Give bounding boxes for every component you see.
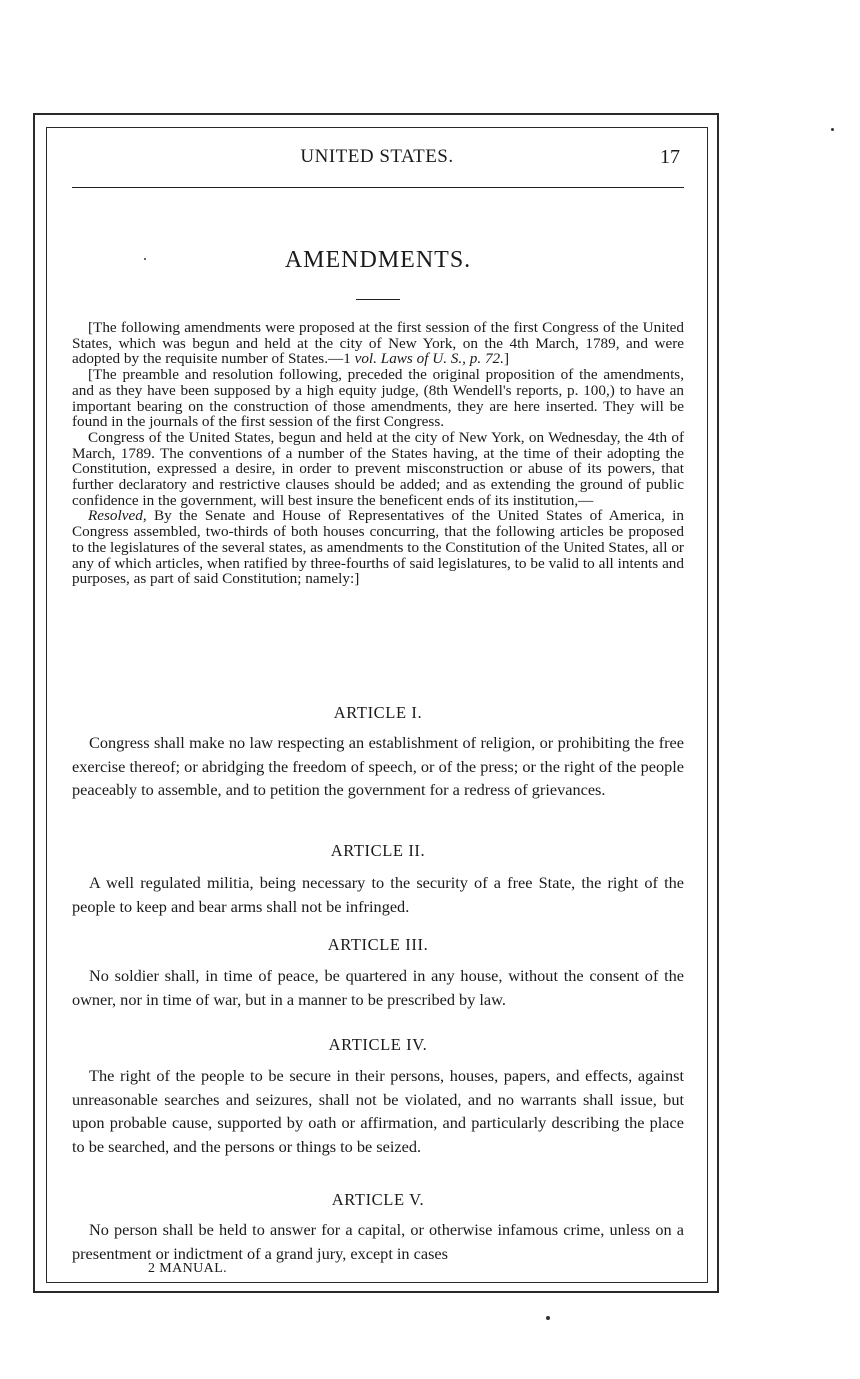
title-rule [356, 299, 400, 300]
printer-signature-mark: 2 MANUAL. [148, 1261, 228, 1276]
resolved-label: Resolved, [88, 507, 147, 525]
preamble-text-1: [The following amendments were proposed at the first session of the first Congress of the United States, which was begun and held at the city of New York, on the 4th March, 1789, and were adopted by the requisite number of States.—1 [72, 319, 684, 368]
article-5-text: No person shall be held to answer for a capital, or otherwise infamous crime, unless on a presentment or indictment of a grand jury, except in cases [72, 1220, 684, 1263]
preamble-paragraph-3: Congress of the United States, begun and held at the city of New York, on Wednesday, the 4th of March, 1789. The conventions of a number of the States having, at the time of their adopting the Constitution, expressed a desire, in order to prevent misconstruction or abuse of its powers, that further declaratory and restrictive clauses should be added; and as extending the ground of public confidence in the government, will best insure the beneficent ends of its institution,— [72, 428, 684, 509]
article-1-body [72, 731, 684, 802]
preamble-paragraph-2: [The preamble and resolution following, preceded the original proposition of the amendments, and as they have been supposed by a high equity judge, (8th Wendell's reports, p. 100,) to have an important bearing on the construction of those amendments, they are here inserted. They will be found in the journals of the first session of the first Congress. [72, 366, 684, 431]
article-3-heading: ARTICLE III. [327, 935, 429, 954]
article-4-heading: ARTICLE IV. [328, 1035, 428, 1054]
article-3-body [72, 964, 684, 1011]
article-5-heading: ARTICLE V. [331, 1190, 425, 1209]
ink-speck [546, 1316, 550, 1320]
article-4-body [72, 1064, 684, 1158]
ink-speck [144, 258, 146, 260]
article-4-text: The right of the people to be secure in their persons, houses, papers, and effects, against unreasonable searches and seizures, shall not be violated, and no warrants shall issue, but upon probable cause, supported by oath or affirmation, and particularly describing the place to be searched, and the persons or things to be seized. [72, 1066, 684, 1156]
header-rule [72, 187, 684, 188]
article-1-heading: ARTICLE I. [333, 703, 423, 722]
preamble [72, 320, 684, 587]
resolution-text: By the Senate and House of Representatives of the United States of America, in Congress assembled, two-thirds of both houses concurring, that the following articles be proposed to the legislatures of the several states, as amendments to the Constitution of the United States, all or any of which articles, when ratified by three-fourths of said legislatures, to be valid to all intents and purposes, as part of said Constitution; namely:] [72, 507, 684, 588]
page-title: AMENDMENTS. [284, 247, 472, 273]
preamble-paragraph-4 [72, 508, 684, 587]
preamble-paragraph-1 [72, 320, 684, 367]
article-2-body [72, 871, 684, 918]
article-1-text: Congress shall make no law respecting an establishment of religion, or prohibiting the free exercise thereof; or abridging the freedom of speech, or of the press; or the right of the people peaceably to assemble, and to petition the government for a redress of grievances. [72, 733, 684, 800]
bracket-close: ] [503, 350, 510, 368]
article-5-body [72, 1218, 684, 1265]
ink-speck [831, 128, 834, 131]
laws-citation: vol. Laws of U. S., p. 72. [354, 350, 504, 368]
article-3-text: No soldier shall, in time of peace, be quartered in any house, without the consent of the owner, nor in time of war, but in a manner to be prescribed by law. [72, 966, 684, 1009]
running-head [72, 146, 682, 176]
running-title: UNITED STATES. [300, 146, 454, 167]
page-number: 17 [660, 146, 680, 168]
article-2-heading: ARTICLE II. [330, 841, 426, 860]
article-2-text: A well regulated militia, being necessary to the security of a free State, the right of the people to keep and bear arms shall not be infringed. [72, 873, 684, 916]
